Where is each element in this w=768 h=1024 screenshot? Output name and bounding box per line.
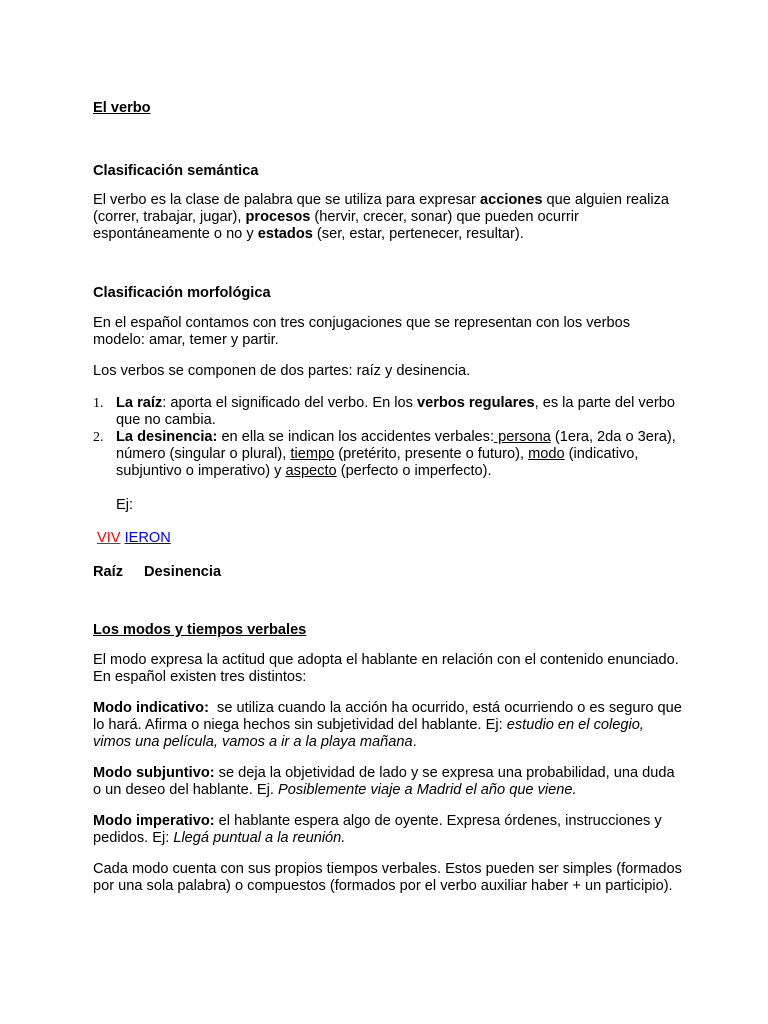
semantic-heading: Clasificación semántica [93, 163, 259, 179]
term-tiempo: tiempo [290, 446, 335, 462]
example-label: Ej: [116, 497, 134, 513]
text-run: . [412, 734, 417, 750]
document-page [93, 100, 686, 895]
term-aspecto: aspecto [285, 463, 337, 479]
list-number: 1. [93, 396, 104, 411]
example-italic: Posiblemente viaje a Madrid el año que viene. [278, 782, 577, 798]
label-desinencia: Desinencia [144, 564, 222, 580]
example-legend [93, 564, 683, 581]
example-word [93, 530, 683, 547]
text-run: el hablante espera algo de oyente. Expresa órdenes, instrucciones y pedidos. Ej: [93, 813, 662, 846]
term-modo-indicativo: Modo indicativo: [93, 700, 209, 716]
term-procesos: procesos [245, 209, 311, 225]
text-run: El verbo es la clase de palabra que se utiliza para expresar [93, 192, 480, 208]
modos-closing: Cada modo cuenta con sus propios tiempos verbales. Estos pueden ser simples (formados por una sola palabra) o compuestos (formados por el verbo auxiliar haber + un participio). [93, 861, 682, 894]
text-run: (perfecto o imperfecto). [336, 463, 492, 479]
list-number: 2. [93, 430, 104, 445]
modo-indicativo [93, 700, 686, 751]
modo-imperativo [93, 813, 683, 847]
modo-subjuntivo [93, 765, 683, 799]
text-run: (hervir, crecer, sonar) que pueden ocurrir espontáneamente o no y [93, 209, 579, 242]
term-acciones: acciones [479, 192, 543, 208]
term-modo-subjuntivo: Modo subjuntivo: [93, 765, 215, 781]
term-raiz: La raíz [116, 395, 163, 411]
term-verbos-regulares: verbos regulares [416, 395, 535, 411]
example-italic: estudio en el colegio, vimos una película, vamos a ir a la playa mañana [93, 717, 644, 750]
label-raiz: Raíz [93, 564, 124, 580]
example-italic: Llegá puntual a la reunión. [173, 830, 346, 846]
term-desinencia: La desinencia: [116, 429, 218, 445]
text-run: en ella se indican los accidentes verbales: [217, 429, 495, 445]
morph-list [93, 395, 683, 480]
semantic-paragraph [93, 192, 683, 243]
modos-intro: El modo expresa la actitud que adopta el hablante en relación con el contenido enunciado. En español existen tres distintos: [93, 652, 679, 685]
list-item [93, 429, 683, 480]
term-modo: modo [528, 446, 565, 462]
morph-paragraph-2: Los verbos se componen de dos partes: raíz y desinencia. [93, 363, 471, 379]
text-run: (indicativo, subjuntivo o imperativo) y [116, 446, 639, 479]
text-run: (ser, estar, pertenecer, resultar). [312, 226, 524, 242]
morph-heading: Clasificación morfológica [93, 285, 271, 301]
text-run: : aporta el significado del verbo. En los [162, 395, 417, 411]
text-run: (1era, 2da o 3era), número (singular o plural), [116, 429, 676, 462]
modos-heading: Los modos y tiempos verbales [93, 622, 307, 638]
text-run: que alguien realiza (correr, trabajar, jugar), [93, 192, 670, 225]
term-estados: estados [257, 226, 313, 242]
morph-paragraph-1: En el español contamos con tres conjugaciones que se representan con los verbos modelo: amar, temer y partir. [93, 315, 631, 348]
list-item [93, 395, 683, 429]
text-run: , es la parte del verbo que no cambia. [116, 395, 675, 428]
text-run: (pretérito, presente o futuro), [334, 446, 529, 462]
page-title: El verbo [93, 100, 151, 116]
term-persona: persona [494, 429, 551, 445]
example-root: VIV [97, 530, 121, 546]
term-modo-imperativo: Modo imperativo: [93, 813, 215, 829]
text-run: se deja la objetividad de lado y se expresa una probabilidad, una duda o un deseo del hablante. Ej. [93, 765, 675, 798]
text-run: se utiliza cuando la acción ha ocurrido, está ocurriendo o es seguro que lo hará. Afirma o niega hechos sin subjetividad del hablante. Ej: [93, 700, 686, 733]
example-ending: IERON [124, 530, 171, 546]
